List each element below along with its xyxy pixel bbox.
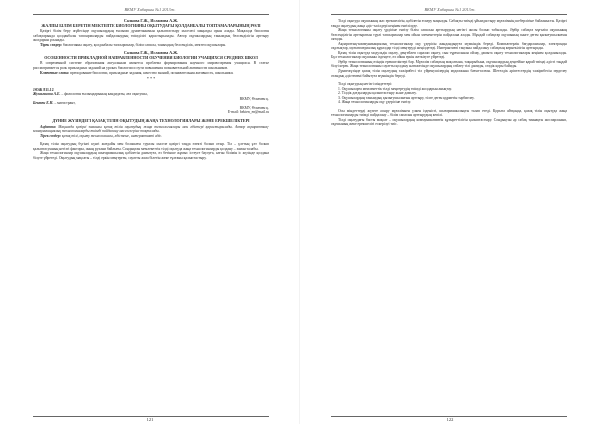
header-rule [33, 14, 269, 15]
keywords-label: Тірек сөздер: [40, 42, 62, 47]
article2-title: ОСОБЕННОСТИ ПРИКЛАДНОЙ НАПРАВЛЕННОСТИ ОБУЧЕНИЯ БИОЛОГИИ УЧАЩИХСЯ СРЕДНИХ ШКОЛ [44, 54, 258, 60]
right-page [300, 0, 600, 424]
list-intro: Тілді оқытудың негізгі міндеттері: [338, 82, 393, 87]
author1-affiliation: ВКМУ, Өскемен қ. [239, 96, 269, 101]
header-rule [331, 14, 567, 15]
body-paragraph: Осы міндеттерді жүзеге асыру мұғалімнен үлкен ізденісті, шығармашылықты талап етеді. Қорыта айтқанда, қазақ тілін оқытуда жаңа технологияларды тиімді пайдалану – білім сапасын арттырудың кепілі. [331, 108, 567, 118]
keywords-text: биологияны оқыту, қолданбалы тапсырмалар, білім сапасы, танымдық белсенділік, мектеп оқушылары. [62, 42, 227, 47]
left-page-content [33, 19, 269, 160]
abstract-text: Мақалада қазіргі заманғы қазақ тілін оқытудың жаңа технологиялары мен әдістері қарастырылады. Автор ақпараттық-коммуникациялық технологияларды тиімді пайдалану мәселелеріне тоқталады. [33, 124, 270, 134]
list-item: 2. Тілдік дағдыларды қалыптастыру және дамыту. [338, 91, 417, 96]
body-paragraph: Жаңа технологияны оқыту үрдісіне енгізу білім сапасын арттырудың негізгі жолы болып табылады. Әрбір сабақта мұғалім оқушының белсенділігін арттыратын түрлі тапсырмалар мен ойын элементтерін пайдалана алады. Мұндай сабақтар оқушының пәнге деген қызығушылығын оятады. [331, 28, 567, 42]
page-number: 122 [446, 417, 454, 422]
article2-authors: Салкова Г.Ж., Исламова А.Ж. [123, 50, 179, 56]
body-paragraph: Дүниежүзінде қазақ тілін оқытудың тәжірибесі тіл үйренушілердің мұқтажына бағытталған. Шетелдік әріптестердің тәжірибесін зерделеу отандық әдістемені байытуға мүмкіндік береді. [331, 69, 567, 78]
author2-name: Бектен Е.Н. [33, 101, 54, 106]
author2-affiliation: ВКМУ, Өскемен қ. [239, 105, 269, 110]
body-paragraph: Тілді оқытудағы басты мақсат – оқушылардың коммуникативтік құзыреттілігін қалыптастыру. Сондықтан әр сабақ тиянақты жоспарланып, оқушының жеке ерекшелігі ескерілуі тиіс. [331, 117, 567, 127]
section-separator: * * * [146, 76, 156, 82]
running-header: ВКМУ Хабаршы №1 2013ж. [424, 7, 476, 12]
list-item: 1. Оқушыларға мемлекеттік тілді меңгертудің тиімді жолдарын анықтау. [338, 86, 452, 91]
body-paragraph: Тілді оқытуда оқушының жас ерекшелігін, қабілетін ескеру маңызды. Сабақты тиімді ұйымдастыру мұғалімнің шеберлігіне байланысты. Қазіргі таңда оқытудың жаңа әдіс-тәсілдері кеңінен енгізілуде. [331, 19, 567, 28]
udc-code: ӘОЖ 811.12 [33, 87, 54, 92]
article2-keywords [33, 71, 269, 76]
article3-title: ДҮНИЕ ЖҮЗІНДЕГІ ҚАЗАҚ ТІЛІН ОҚЫТУДЫҢ ЖАҢА ТЕХНОЛОГИЯЛАРЫ ЖӘНЕ ЕРЕКШЕЛІКТЕРІ [52, 117, 250, 123]
body-paragraph: Қазақ тілін оқытудың бүгінгі күнгі жағдайы мен болашағы туралы мәселе қазіргі таңда өзекті болып отыр. Тіл – ұлттың ұлт болып қалыптасуының негізгі факторы, оның рухани байлығы. Сондықтан мемлекеттік тілді оқытуда жаңа технологияларды қолдану – заман талабы. [33, 142, 269, 151]
keywords-label: Ключевые слова: [40, 70, 70, 75]
article2-body: В современной системе образования актуальным является проблема формирования научного мировоззрения учащихся. В статье рассматривается роль прикладных заданий на уроках биологии и пути повышения познавательной активности школьников. [33, 61, 269, 71]
abstract-label: Аңдатпа: [40, 124, 57, 129]
running-header: ВКМУ Хабаршы №1 2013ж. [124, 7, 176, 12]
author2-title: – магистрант, [54, 101, 76, 106]
author-email: E-mail: bekten_en@mail.ru [227, 110, 269, 115]
list-item: 4. Жаңа технологияларды оқу үдерісіне енгізу. [338, 100, 412, 105]
keywords-text: преподавание биологии, прикладные задания, качество знаний, познавательная активность, школьники. [70, 70, 234, 75]
page-number: 121 [146, 417, 154, 422]
author1-title: – филология ғылымдарының кандидаты, аға оқытушы, [61, 92, 148, 97]
body-paragraph: Қазақ тілін оқытуда модульдік оқыту, деңгейлеп саралап оқыту, сын тұрғысынан ойлау, дамыта оқыту технологиялары кеңінен қолданылады. Бұл технологиялар оқушыны ізденуге, өз ойын еркін жеткізуге үйретеді. [331, 50, 567, 60]
right-page-content [331, 19, 567, 127]
author1-name: Жумаганова А.Е. [33, 92, 61, 97]
list-item: 3. Оқушылардың танымдық қызығушылығын арттыру, тілге деген құрметін тәрбиелеу. [338, 95, 475, 100]
article3-abstract [33, 125, 269, 134]
article1-title: ЖАЛПЫ БІЛІМ БЕРЕТІН МЕКТЕПТЕ БИОЛОГИЯНЫ ОҚЫТУДАҒЫ ҚОЛДАНБАЛЫ ТОПТАМАЛАРЫНЫҢ РӨЛІ [41, 22, 261, 28]
body-paragraph: Жаңа технологиялар оқушылардың шығармашылық қабілетін дамытуға, өз бетінше жұмыс істеуге баулуға, алған білімін іс жүзінде қолдана білуге үйретеді. Оқытудың мақсаты – тілді еркін меңгерген, сауатты жаза білетін жеке тұлғаны қалыптастыру. [33, 151, 269, 160]
keywords-text: қазақ тілі, оқыту технологиясы, әдістеме, интерактивті әдіс. [61, 133, 163, 138]
body-paragraph: Әрбір технологияның өзіндік ерекшеліктері бар. Мұғалім сабақтың мақсатына, тақырыбына, оқушылардың деңгейіне қарай тиімді әдісті таңдай білуі керек. Жаңа технологияны сауатты қолдану нәтижесінде оқушылардың сөйлеу тілі дамиды, сөздік қоры байиды. [331, 59, 567, 69]
keywords-label: Тірек сөздер: [40, 133, 61, 138]
article1-body: Қазіргі білім беру жүйесінде оқушылардың ғылыми дүниетанымын қалыптастыру мәселесі маңызды орын алады. Мақалада биология сабақтарында қолданбалы тапсырмаларды пайдаланудың тиімділігі қарастырылады. Автор оқушылардың танымдық белсенділігін арттыру жолдарын ұсынады. [33, 29, 269, 43]
body-paragraph: Ақпараттық-коммуникациялық технологиялар оқу үдерісін жандандыруға мүмкіндік береді. Компьютерлік бағдарламалар, электронды оқулықтар, мультимедиялық құралдар тілді меңгеруді жеңілдетеді. Интерактивті тақтаны пайдалану сабақтың көрнекілігін арттырады. [331, 41, 567, 51]
article1-authors: Салкова Г.Ж., Исламова А.Ж. [123, 18, 179, 23]
